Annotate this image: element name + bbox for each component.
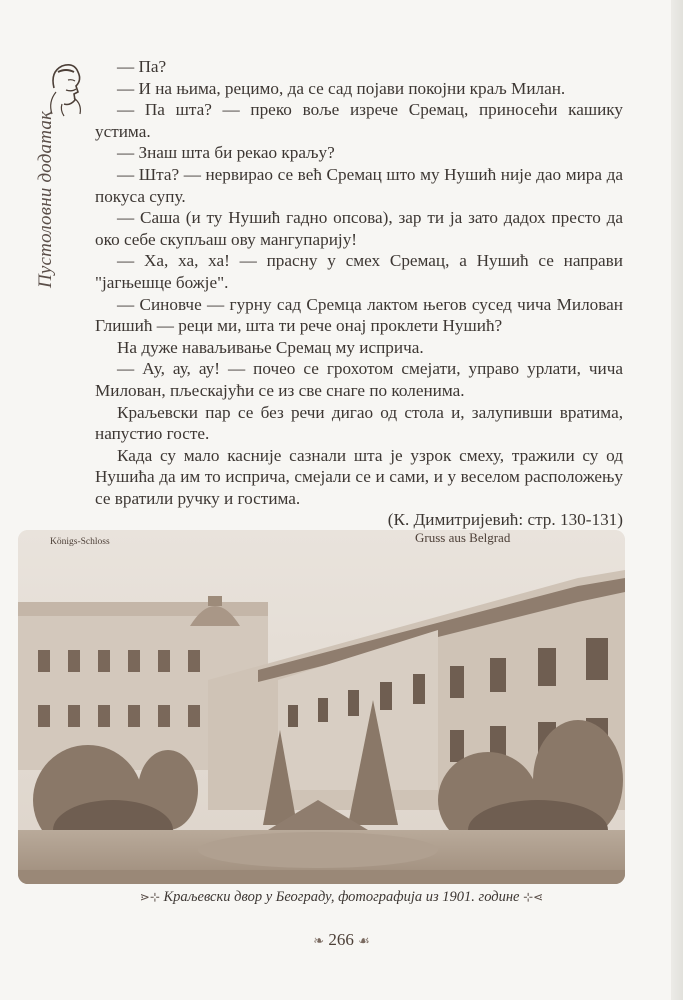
- photo-caption: [0, 889, 683, 906]
- paragraph: Када су мало касније сазнали шта је узрок смеху, тражили су од Нушића да им то исприча, смејали се и сами, и у веселом расположењу се вратили ручку и гостима.: [95, 445, 623, 508]
- page-number-ornament-left: ❧: [313, 933, 325, 948]
- paragraph: — Па шта? — преко воље изрече Сремац, приносећи кашику устима.: [95, 100, 623, 141]
- paragraph: — Знаш шта би рекао краљу?: [117, 143, 335, 163]
- paragraph: — Саша (и ту Нушић гадно опсова), зар ти ја зато дадох престо да око себе скупљаш ову мангупарију!: [95, 208, 623, 249]
- paragraph: — Ха, ха, ха! — прасну у смех Сремац, а Нушић се направи "јагњешце божје".: [95, 251, 623, 292]
- page-number-value: 266: [328, 930, 354, 949]
- paragraph: Краљевски пар се без речи дигао од стола и, залупивши вратима, напустио госте.: [95, 402, 623, 444]
- page-edge: [671, 0, 683, 1000]
- caption-ornament-right: ⊹⋖: [523, 890, 544, 904]
- paragraph: — Ау, ау, ау! — почео се грохотом смејати, управо урлати, чича Милован, пљескајући се из све снаге по коленима.: [95, 359, 623, 400]
- story-text: [95, 56, 623, 531]
- paragraph: — И на њима, рецимо, да се сад појави покојни краљ Милан.: [117, 78, 566, 98]
- page-number: [0, 930, 683, 950]
- paragraph: — Па?: [117, 57, 167, 76]
- page-number-ornament-right: ☙: [358, 933, 370, 948]
- running-section-title: Пустоловни додатак: [35, 110, 56, 288]
- caption-ornament-left: ⋗⊹: [139, 890, 160, 904]
- photo-label-left: Königs-Schloss: [50, 537, 110, 547]
- photo-label-right: Gruss aus Belgrad: [415, 530, 511, 545]
- paragraph: — Синовче — гурну сад Сремца лактом његов сусед чича Милован Глишић — реци ми, шта ти рече онај проклети Нушић?: [95, 294, 623, 336]
- royal-palace-photo: [18, 530, 625, 884]
- paragraph: — Шта? — нервирао се већ Сремац што му Нушић није дао мира да покуса супу.: [95, 164, 623, 206]
- paragraph: На дуже наваљивање Сремац му исприча.: [117, 337, 424, 357]
- citation: (К. Димитријевић: стр. 130-131): [387, 510, 623, 530]
- caption-text: Краљевски двор у Београду, фотографија из 1901. године: [163, 889, 520, 905]
